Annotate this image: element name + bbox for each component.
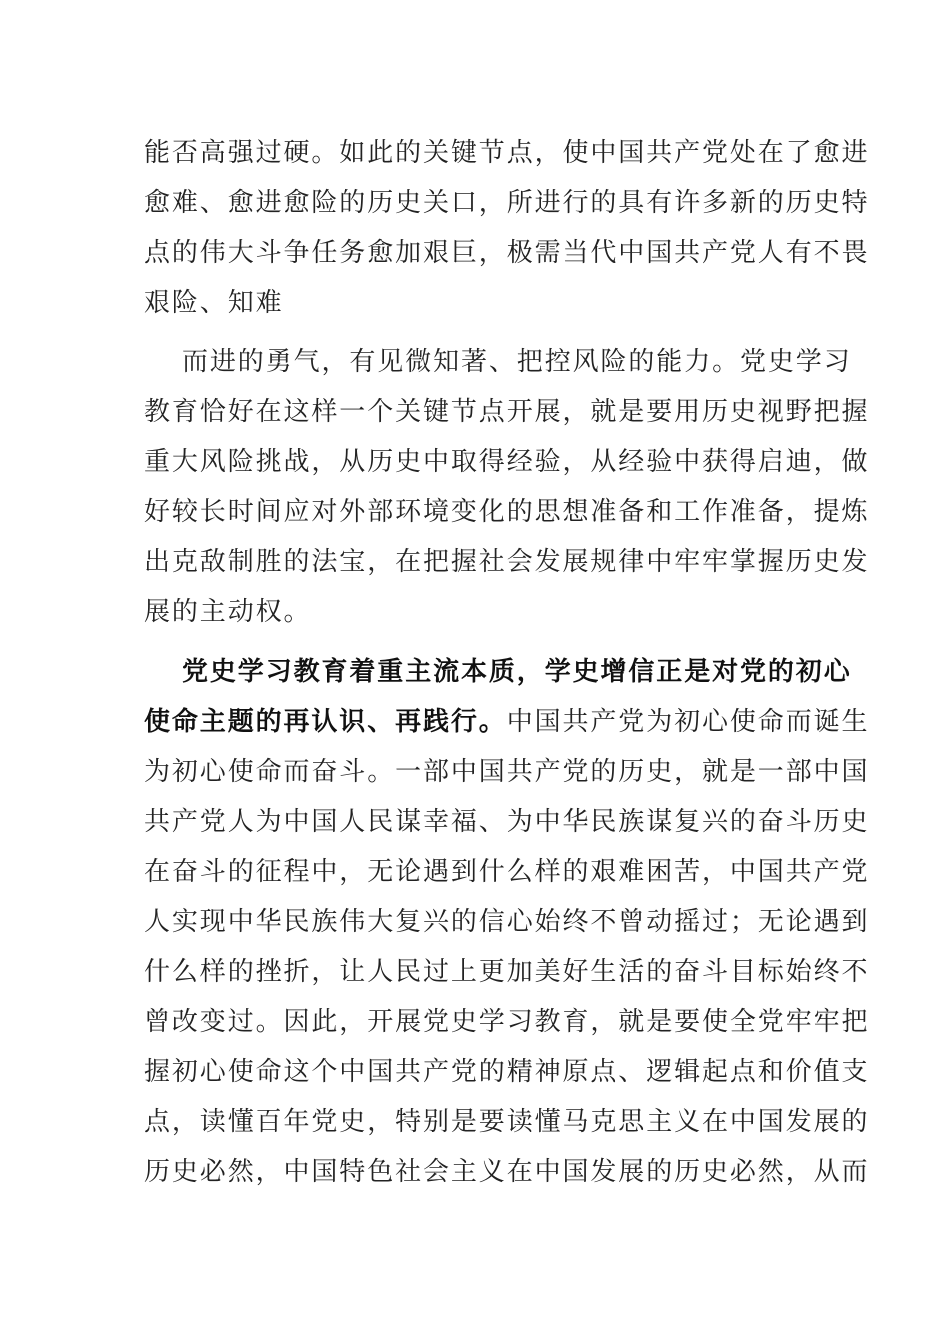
text-line: 出克敌制胜的法宝，在把握社会发展规律中牢牢掌握历史发 [144, 547, 870, 577]
text-line: 为初心使命而奋斗。一部中国共产党的历史，就是一部中国 [144, 757, 870, 787]
text-line: 重大风险挑战，从历史中取得经验，从经验中获得启迪，做 [144, 447, 870, 477]
paragraph-risk-ability [144, 337, 870, 637]
text-line: 能否高强过硬。如此的关键节点，使中国共产党处在了愈进 [144, 138, 870, 168]
text-line: 艰险、知难 [144, 288, 284, 318]
text-line: 共产党人为中国人民谋幸福、为中华民族谋复兴的奋斗历史 [144, 807, 870, 837]
text-line: 曾改变过。因此，开展党史学习教育，就是要使全党牢牢把 [144, 1007, 870, 1037]
text-line: 展的主动权。 [144, 597, 312, 627]
text-run: 中国共产党为初心使命而诞生 [506, 707, 870, 737]
text-line: 点，读懂百年党史，特别是要读懂马克思主义在中国发展的 [144, 1107, 870, 1137]
text-line: 什么样的挫折，让人民过上更加美好生活的奋斗目标始终不 [144, 957, 870, 987]
text-line: 人实现中华民族伟大复兴的信心始终不曾动摇过；无论遇到 [144, 907, 870, 937]
paragraph-original-mission [144, 647, 870, 1197]
text-line: 好较长时间应对外部环境变化的思想准备和工作准备，提炼 [144, 497, 870, 527]
paragraph-continuation [144, 128, 870, 328]
text-line: 历史必然，中国特色社会主义在中国发展的历史必然，从而 [144, 1157, 870, 1187]
text-line: 而进的勇气，有见微知著、把控风险的能力。党史学习 [182, 347, 852, 377]
text-line: 点的伟大斗争任务愈加艰巨，极需当代中国共产党人有不畏 [144, 238, 870, 268]
text-line: 愈难、愈进愈险的历史关口，所进行的具有许多新的历史特 [144, 188, 870, 218]
text-line-mixed [144, 697, 870, 747]
text-line: 握初心使命这个中国共产党的精神原点、逻辑起点和价值支 [144, 1057, 870, 1087]
bold-lead-line: 使命主题的再认识、再践行。 [144, 707, 507, 737]
text-line: 在奋斗的征程中，无论遇到什么样的艰难困苦，中国共产党 [144, 857, 870, 887]
bold-lead-line: 党史学习教育着重主流本质，学史增信正是对党的初心 [182, 657, 852, 687]
text-line: 教育恰好在这样一个关键节点开展，就是要用历史视野把握 [144, 397, 870, 427]
